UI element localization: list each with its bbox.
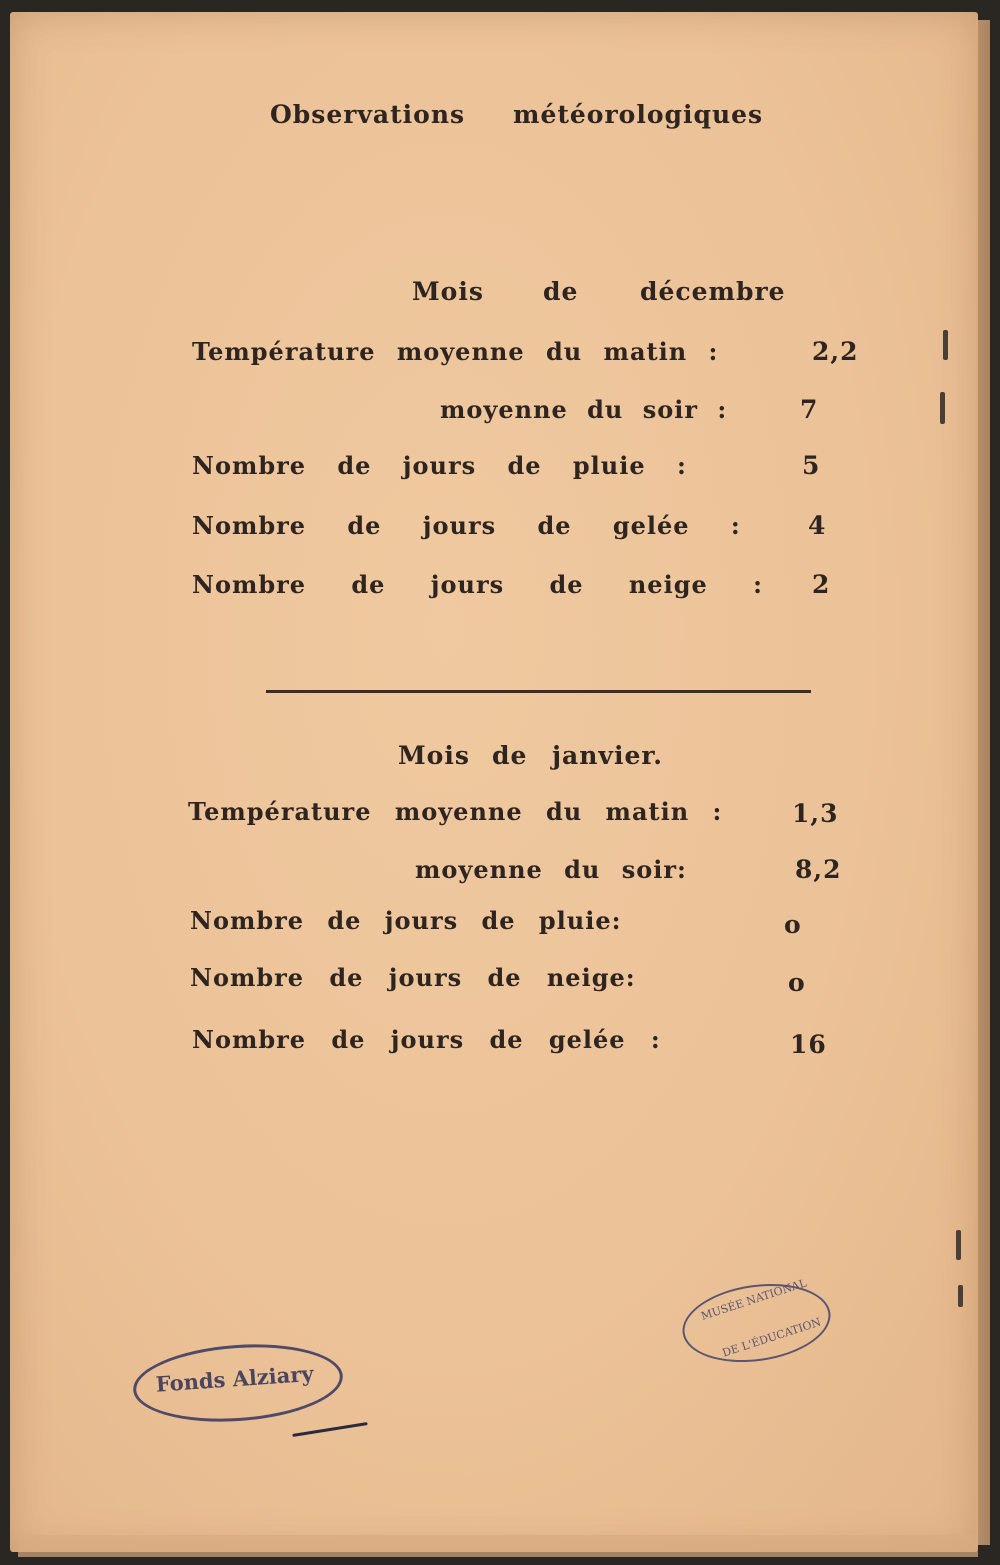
december-row-label: Nombre de jours de pluie : [192, 451, 687, 480]
january-row-value: 16 [790, 1030, 827, 1059]
stamp-text: MUSÉE NATIONAL [699, 1276, 809, 1323]
binding-clip [940, 392, 945, 424]
january-row-value: o [788, 968, 806, 997]
december-row-value: 5 [802, 451, 821, 480]
december-row-label: Nombre de jours de neige : [192, 570, 763, 599]
december-heading-word: de [543, 277, 579, 306]
january-row-label: Nombre de jours de pluie: [190, 906, 622, 935]
december-row-label: Température moyenne du matin : [192, 337, 719, 366]
january-heading-word: janvier. [552, 741, 663, 770]
section-divider [266, 690, 811, 693]
december-row-value: 7 [800, 395, 819, 424]
january-heading-word: de [492, 741, 528, 770]
january-row-label: Nombre de jours de neige: [190, 963, 636, 992]
january-row-value: o [784, 910, 802, 939]
december-heading-word: Mois [412, 277, 484, 306]
binding-clip [958, 1285, 963, 1307]
december-row-label: moyenne du soir : [440, 395, 728, 424]
january-row-value: 8,2 [795, 855, 842, 884]
document-page [10, 12, 978, 1552]
binding-clip [943, 330, 948, 360]
january-row-label: moyenne du soir: [415, 855, 687, 884]
december-row-value: 2,2 [812, 337, 859, 366]
december-row-label: Nombre de jours de gelée : [192, 511, 741, 540]
december-row-value: 4 [808, 511, 827, 540]
page-bottom-edge [18, 1535, 978, 1557]
january-heading-word: Mois [398, 741, 470, 770]
december-heading-word: décembre [640, 277, 786, 306]
page-edge [976, 20, 990, 1545]
stamp-text: Fonds Alziary [155, 1360, 315, 1397]
page-title-part1: Observations [270, 100, 466, 129]
january-row-label: Nombre de jours de gelée : [192, 1025, 661, 1054]
january-row-label: Température moyenne du matin : [188, 797, 723, 826]
binding-clip [956, 1230, 961, 1260]
page-title-part2: météorologiques [513, 100, 764, 129]
december-row-value: 2 [812, 570, 831, 599]
stamp-text: DE L'ÉDUCATION [720, 1315, 823, 1360]
january-row-value: 1,3 [792, 799, 839, 828]
